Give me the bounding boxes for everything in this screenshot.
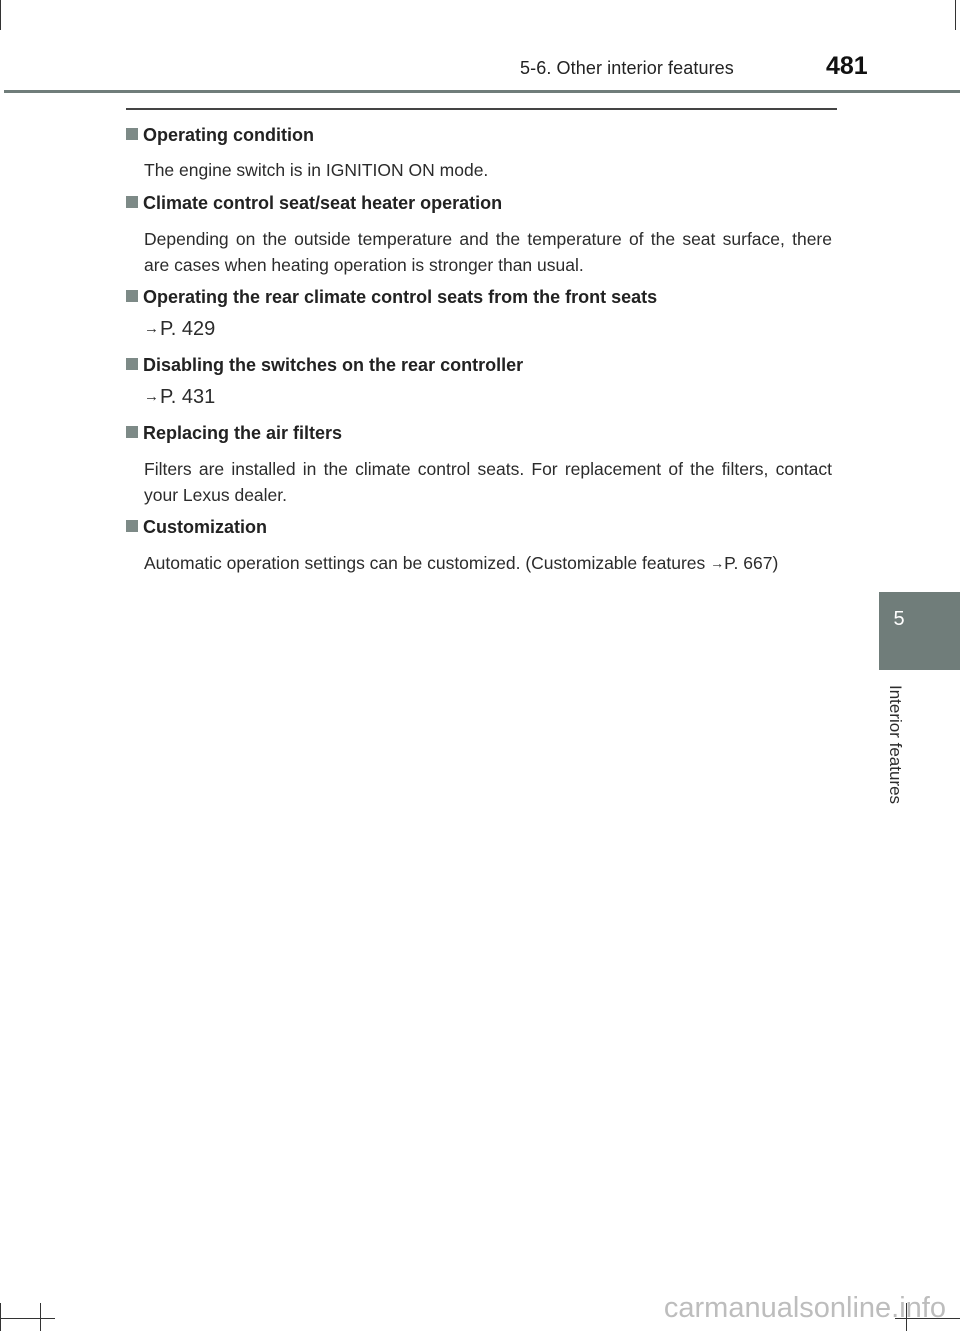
right-arrow-icon: → xyxy=(710,555,725,571)
section-title: Replacing the air filters xyxy=(143,423,343,443)
section-heading xyxy=(126,193,502,214)
page-reference[interactable] xyxy=(710,553,778,573)
section-title: Operating condition xyxy=(143,125,314,145)
right-arrow-icon: → xyxy=(144,320,159,337)
watermark: carmanualsonline.info xyxy=(663,1292,946,1324)
section-body: Depending on the outside temperature and the temperature of the seat surface, there are cases when heating operation is stronger than usual. xyxy=(144,229,832,275)
section-heading xyxy=(126,125,314,146)
chapter-label: Interior features xyxy=(886,685,905,805)
crop-mark xyxy=(955,0,956,30)
section-body: The engine switch is in IGNITION ON mode. xyxy=(144,160,489,180)
section-body xyxy=(144,550,832,576)
content-rule xyxy=(126,108,837,110)
crop-mark xyxy=(0,1318,55,1319)
section-title: Disabling the switches on the rear controller xyxy=(143,355,524,375)
header-rule xyxy=(4,90,960,93)
square-bullet-icon xyxy=(126,128,138,140)
square-bullet-icon xyxy=(126,290,138,302)
page-reference-text: P. 431 xyxy=(160,386,216,408)
square-bullet-icon xyxy=(126,426,138,438)
section-title: Customization xyxy=(143,517,267,537)
section-title: Operating the rear climate control seats from the front seats xyxy=(143,287,658,307)
section-heading xyxy=(126,287,657,308)
section-heading xyxy=(126,517,267,538)
square-bullet-icon xyxy=(126,358,138,370)
section-body-text: Automatic operation settings can be customized. (Customizable features xyxy=(144,553,711,573)
square-bullet-icon xyxy=(126,196,138,208)
page-reference-text: P. 429 xyxy=(160,318,216,340)
square-bullet-icon xyxy=(126,520,138,532)
chapter-tab xyxy=(879,592,960,670)
crop-mark xyxy=(0,1303,1,1331)
page-reference[interactable] xyxy=(144,386,215,409)
section-heading xyxy=(126,355,523,376)
page-reference[interactable] xyxy=(144,318,215,341)
section-body: Filters are installed in the climate control seats. For replacement of the filters, contact your Lexus dealer. xyxy=(144,459,832,505)
section-title: Climate control seat/seat heater operation xyxy=(143,193,503,213)
section-heading xyxy=(126,423,342,444)
header-section-title: 5-6. Other interior features xyxy=(520,58,734,78)
page-number: 481 xyxy=(826,52,868,80)
page-reference-text: P. 667) xyxy=(724,553,779,573)
right-arrow-icon: → xyxy=(144,388,159,405)
crop-mark xyxy=(40,1303,41,1331)
chapter-number: 5 xyxy=(893,608,905,630)
crop-mark xyxy=(0,0,1,30)
